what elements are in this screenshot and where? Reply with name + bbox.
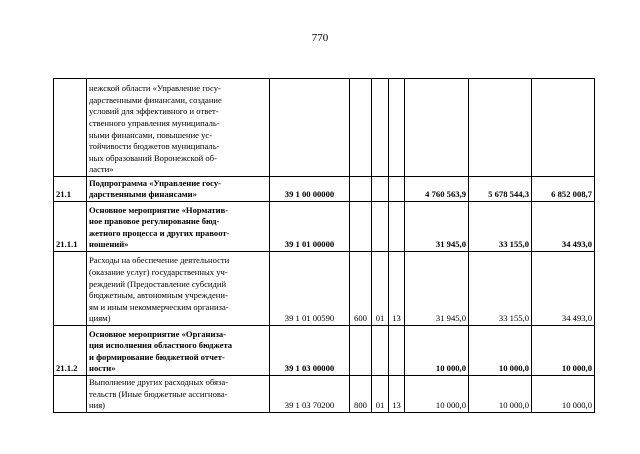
budget-table <box>53 78 595 413</box>
row-number <box>54 376 87 413</box>
amount-year-2: 10 000,0 <box>469 376 532 413</box>
subsection: 13 <box>389 252 405 326</box>
amount-year-2: 33 155,0 <box>469 252 532 326</box>
expense-type: 600 <box>350 252 372 326</box>
expense-type <box>350 202 372 252</box>
amount-year-3: 6 852 008,7 <box>532 177 595 202</box>
amount-year-1: 10 000,0 <box>405 326 469 376</box>
subsection <box>389 326 405 376</box>
expense-type <box>350 326 372 376</box>
table-row <box>54 177 595 202</box>
section: 01 <box>372 252 389 326</box>
row-number <box>54 79 87 177</box>
amount-year-3 <box>532 79 595 177</box>
table-row <box>54 252 595 326</box>
subsection <box>389 202 405 252</box>
section <box>372 202 389 252</box>
table-row <box>54 202 595 252</box>
table-row <box>54 79 595 177</box>
row-number: 21.1.1 <box>54 202 87 252</box>
section: 01 <box>372 376 389 413</box>
row-name: Подпрограмма «Управление госу- дарственными финансами» <box>87 177 270 202</box>
expense-type <box>350 79 372 177</box>
section <box>372 177 389 202</box>
row-name: Основное мероприятие «Организа- ция исполнения областного бюджета и формирование бюджетной отчет- ности» <box>87 326 270 376</box>
target-article-code: 39 1 01 00590 <box>270 252 350 326</box>
target-article-code <box>270 79 350 177</box>
row-number <box>54 252 87 326</box>
amount-year-1 <box>405 79 469 177</box>
table-row <box>54 376 595 413</box>
amount-year-2 <box>469 79 532 177</box>
section <box>372 326 389 376</box>
table-row <box>54 326 595 376</box>
amount-year-1: 10 000,0 <box>405 376 469 413</box>
amount-year-2: 10 000,0 <box>469 326 532 376</box>
subsection <box>389 79 405 177</box>
row-name: Выполнение других расходных обяза- тельств (Иные бюджетные ассигнова- ния) <box>87 376 270 413</box>
amount-year-3: 34 493,0 <box>532 202 595 252</box>
target-article-code: 39 1 03 70200 <box>270 376 350 413</box>
row-number: 21.1.2 <box>54 326 87 376</box>
page-number: 770 <box>311 32 329 44</box>
section <box>372 79 389 177</box>
expense-type <box>350 177 372 202</box>
amount-year-3: 34 493,0 <box>532 252 595 326</box>
amount-year-2: 33 155,0 <box>469 202 532 252</box>
amount-year-1: 31 945,0 <box>405 202 469 252</box>
row-name: нежской области «Управление госу- дарственными финансами, создание условий для эффективного и ответ- ственного управления муниципаль- ными финансами, повышение ус- тойчивости бюджетов муниципаль- ных образований Воронежской об- ласти» <box>87 79 270 177</box>
row-name: Расходы на обеспечение деятельности (оказание услуг) государственных уч- реждений (Предоставление субсидий бюджетным, автономным учреждени- ям и иным некоммерческим организа- циям) <box>87 252 270 326</box>
target-article-code: 39 1 00 00000 <box>270 177 350 202</box>
subsection: 13 <box>389 376 405 413</box>
expense-type: 800 <box>350 376 372 413</box>
amount-year-2: 5 678 544,3 <box>469 177 532 202</box>
row-number: 21.1 <box>54 177 87 202</box>
amount-year-1: 31 945,0 <box>405 252 469 326</box>
amount-year-3: 10 000,0 <box>532 376 595 413</box>
subsection <box>389 177 405 202</box>
row-name: Основное мероприятие «Норматив- ное правовое регулирование бюд- жетного процесса и других правоот- ношений» <box>87 202 270 252</box>
amount-year-1: 4 760 563,9 <box>405 177 469 202</box>
target-article-code: 39 1 01 00000 <box>270 202 350 252</box>
target-article-code: 39 1 03 00000 <box>270 326 350 376</box>
amount-year-3: 10 000,0 <box>532 326 595 376</box>
